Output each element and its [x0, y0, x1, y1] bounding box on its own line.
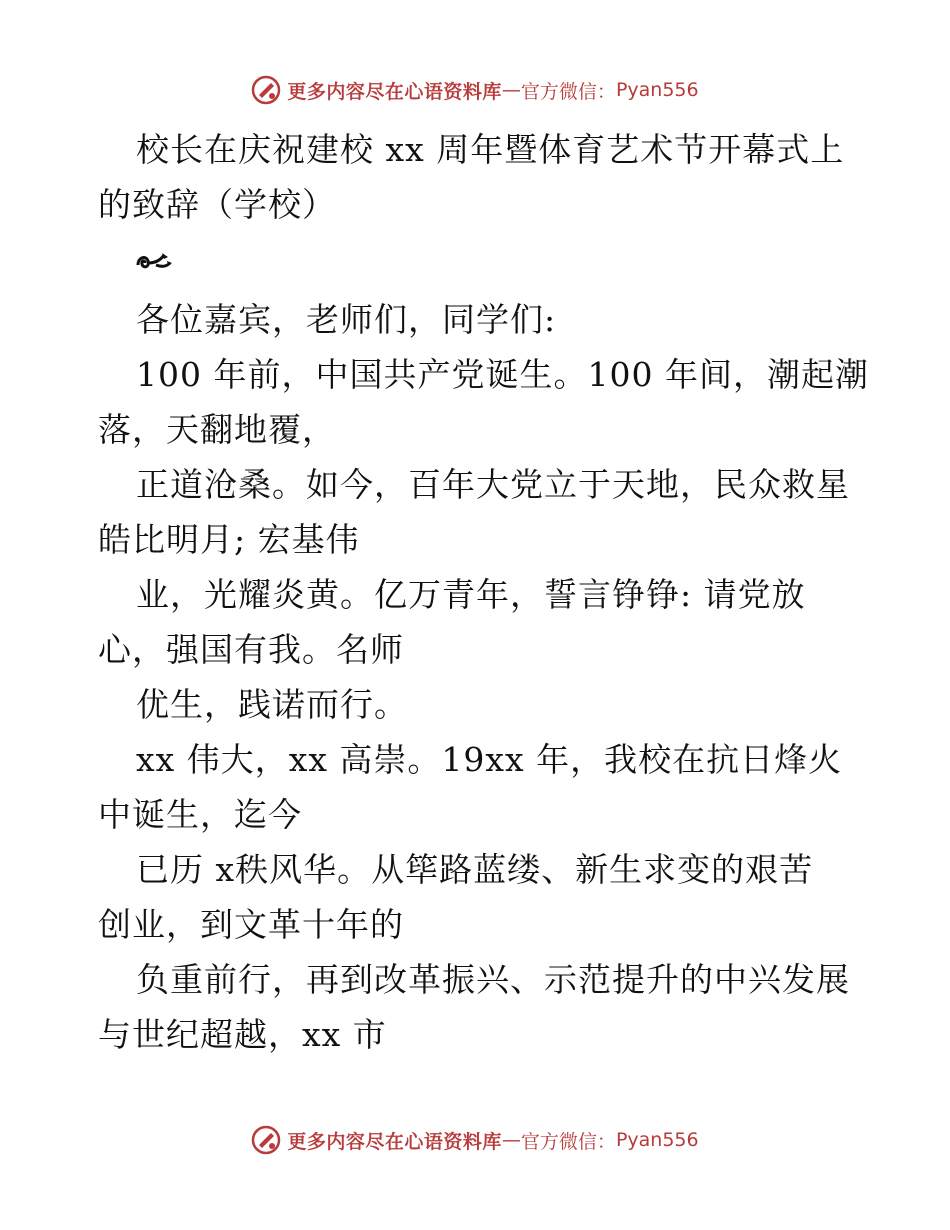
footer-brand-text: 更多内容尽在心语资料库	[287, 1130, 502, 1153]
text-line-4: 正道沧桑。如今，百年大党立于天地，民众救星	[136, 465, 850, 504]
footer-banner	[0, 1120, 950, 1160]
text-line-1: 各位嘉宾，老师们，同学们:	[136, 300, 557, 339]
text-line-8: 优生，践诺而行。	[136, 685, 408, 724]
header-dash: —	[501, 79, 521, 101]
header-banner	[0, 70, 950, 110]
header-wechat-label: 官方微信：	[520, 80, 616, 103]
brand-logo-icon	[251, 75, 281, 105]
footer-wechat-id: Pyan556	[615, 1129, 699, 1151]
text-line-9: xx 伟大，xx 高崇。19xx 年，我校在抗日烽火	[136, 740, 843, 779]
footer-dash: —	[501, 1129, 521, 1151]
text-line-14: 与世纪超越，xx 市	[98, 1015, 387, 1054]
brand-logo-icon	[251, 1125, 281, 1155]
text-line-6: 业，光耀炎黄。亿万青年，誓言铮铮: 请党放	[136, 575, 806, 614]
document-body	[98, 122, 869, 1062]
text-line-7: 心，强国有我。名师	[98, 630, 404, 669]
text-line-2: 100 年前，中国共产党诞生。100 年间，潮起潮	[136, 355, 869, 394]
text-line-3: 落，天翻地覆，	[98, 410, 336, 449]
fleuron-icon	[134, 249, 174, 275]
text-line-5: 皓比明月; 宏基伟	[98, 520, 360, 559]
text-line-10: 中诞生，迄今	[98, 795, 302, 834]
text-line-12: 创业，到文革十年的	[98, 905, 404, 944]
text-line-11: 已历 x秩风华。从筚路蓝缕、新生求变的艰苦	[136, 850, 814, 889]
footer-wechat-label: 官方微信：	[520, 1130, 616, 1153]
header-wechat-id: Pyan556	[615, 79, 699, 101]
header-brand-text: 更多内容尽在心语资料库	[287, 80, 502, 103]
text-line-13: 负重前行，再到改革振兴、示范提升的中兴发展	[136, 960, 850, 999]
ornament-divider	[98, 232, 858, 292]
document-title-line-2: 的致辞（学校）	[98, 185, 336, 224]
document-title-line-1: 校长在庆祝建校 xx 周年暨体育艺术节开幕式上	[136, 130, 845, 169]
